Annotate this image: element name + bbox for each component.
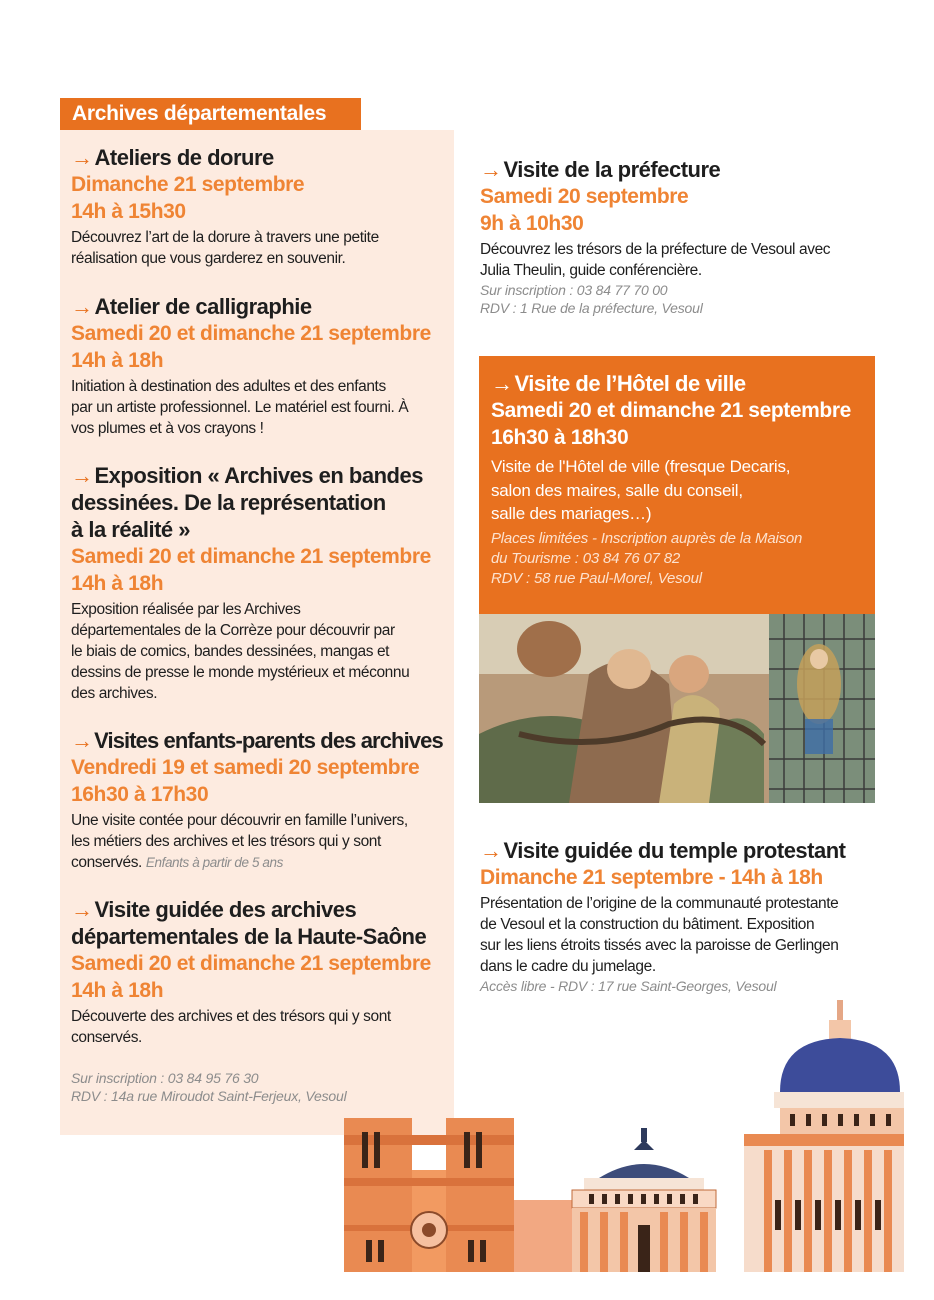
event-calligraphie [71, 293, 451, 439]
event-temple [480, 837, 890, 995]
desc-line: sur les liens étroits tissés avec la paroisse de Gerlingen [480, 937, 839, 954]
desc-line: conservés. [71, 1029, 142, 1046]
desc-line: Présentation de l’origine de la communauté protestante [480, 895, 839, 912]
event-prefecture [480, 156, 880, 317]
event-date: Samedi 20 septembre [480, 185, 689, 208]
event-date: Samedi 20 et dimanche 21 septembre [71, 952, 431, 975]
event-time: 16h30 à 17h30 [71, 783, 209, 806]
event-date: Dimanche 21 septembre [71, 173, 305, 196]
event-time: 9h à 10h30 [480, 212, 584, 235]
registration-info: Places limitées - Inscription auprès de la Maison [491, 529, 803, 547]
registration-info: Sur inscription : 03 84 95 76 30 [71, 1070, 259, 1086]
arrow-right-icon: → [71, 897, 93, 922]
desc-line: réalisation que vous garderez en souvenir. [71, 250, 346, 267]
address-info: RDV : 58 rue Paul-Morel, Vesoul [491, 569, 702, 587]
desc-line: conservés. [71, 854, 142, 871]
desc-line: départementales de la Corrèze pour découvrir par [71, 622, 395, 639]
desc-line: Découvrez l’art de la dorure à travers une petite [71, 229, 379, 246]
event-title-line: Exposition « Archives en bandes [94, 463, 423, 488]
event-dorure [71, 144, 451, 269]
registration-info: Sur inscription : 03 84 77 70 00 [480, 282, 668, 298]
desc-line: dans le cadre du jumelage. [480, 958, 656, 975]
desc-line: de Vesoul et la construction du bâtiment. Exposition [480, 916, 815, 933]
desc-line: dessins de presse le monde mystérieux et méconnu [71, 664, 410, 681]
event-title: Atelier de calligraphie [94, 294, 312, 319]
event-title-line: Visite guidée des archives [94, 897, 357, 922]
address-info: Accès libre - RDV : 17 rue Saint-Georges, Vesoul [480, 978, 777, 994]
event-title: Ateliers de dorure [94, 145, 274, 170]
desc-line: Découverte des archives et des trésors qui y sont [71, 1008, 391, 1025]
arrow-right-icon: → [491, 371, 513, 396]
arrow-right-icon: → [71, 294, 93, 319]
arrow-right-icon: → [71, 145, 93, 170]
event-date: Vendredi 19 et samedi 20 septembre [71, 756, 420, 779]
phone-info: du Tourisme : 03 84 76 07 82 [491, 549, 680, 567]
event-title-line: dessinées. De la représentation [71, 490, 386, 515]
event-date: Samedi 20 et dimanche 21 septembre [71, 545, 431, 568]
event-exposition [71, 462, 451, 704]
event-time: 14h à 15h30 [71, 200, 186, 223]
event-time: 14h à 18h [71, 349, 164, 372]
arrow-right-icon: → [71, 728, 93, 753]
arrow-right-icon: → [480, 157, 502, 182]
section-badge: Archives départementales [60, 98, 361, 130]
desc-line: le biais de comics, bandes dessinées, mangas et [71, 643, 390, 660]
event-title: Visite guidée du temple protestant [503, 838, 846, 863]
desc-line: Découvrez les trésors de la préfecture de Vesoul avec [480, 241, 831, 258]
event-time: 14h à 18h [71, 572, 164, 595]
event-title: Visites enfants-parents des archives [94, 728, 443, 753]
desc-line: Initiation à destination des adultes et des enfants [71, 378, 386, 395]
event-title: Visite de la préfecture [503, 157, 721, 182]
fresco-photo [479, 614, 875, 803]
desc-line: salle des mariages…) [491, 504, 652, 523]
arrow-right-icon: → [71, 463, 93, 488]
address-info: RDV : 14a rue Miroudot Saint-Ferjeux, Vesoul [71, 1088, 347, 1104]
desc-line: Exposition réalisée par les Archives [71, 601, 301, 618]
desc-line: par un artiste professionnel. Le matériel est fourni. À [71, 399, 409, 416]
event-title: Visite de l’Hôtel de ville [514, 371, 746, 396]
desc-line: Une visite contée pour découvrir en famille l’univers, [71, 812, 408, 829]
desc-line: Visite de l'Hôtel de ville (fresque Decaris, [491, 457, 791, 476]
skyline-illustration [344, 1000, 904, 1272]
event-time: 14h à 18h [71, 979, 164, 1002]
arrow-right-icon: → [480, 838, 502, 863]
desc-line: salon des maires, salle du conseil, [491, 480, 743, 500]
event-date: Dimanche 21 septembre - 14h à 18h [480, 866, 823, 889]
hotel-de-ville-box [479, 356, 875, 614]
address-info: RDV : 1 Rue de la préfecture, Vesoul [480, 300, 703, 316]
event-time: 16h30 à 18h30 [491, 426, 629, 449]
event-title-line: départementales de la Haute-Saône [71, 924, 427, 949]
desc-line: des archives. [71, 685, 158, 702]
event-date: Samedi 20 et dimanche 21 septembre [491, 399, 851, 422]
event-date: Samedi 20 et dimanche 21 septembre [71, 322, 431, 345]
desc-line: Julia Theulin, guide conférencière. [480, 262, 702, 279]
event-enfants-parents [71, 727, 451, 873]
desc-line: vos plumes et à vos crayons ! [71, 420, 264, 437]
age-note: Enfants à partir de 5 ans [145, 855, 283, 870]
desc-line: les métiers des archives et les trésors qui y sont [71, 833, 381, 850]
event-title-line: à la réalité » [71, 517, 190, 542]
